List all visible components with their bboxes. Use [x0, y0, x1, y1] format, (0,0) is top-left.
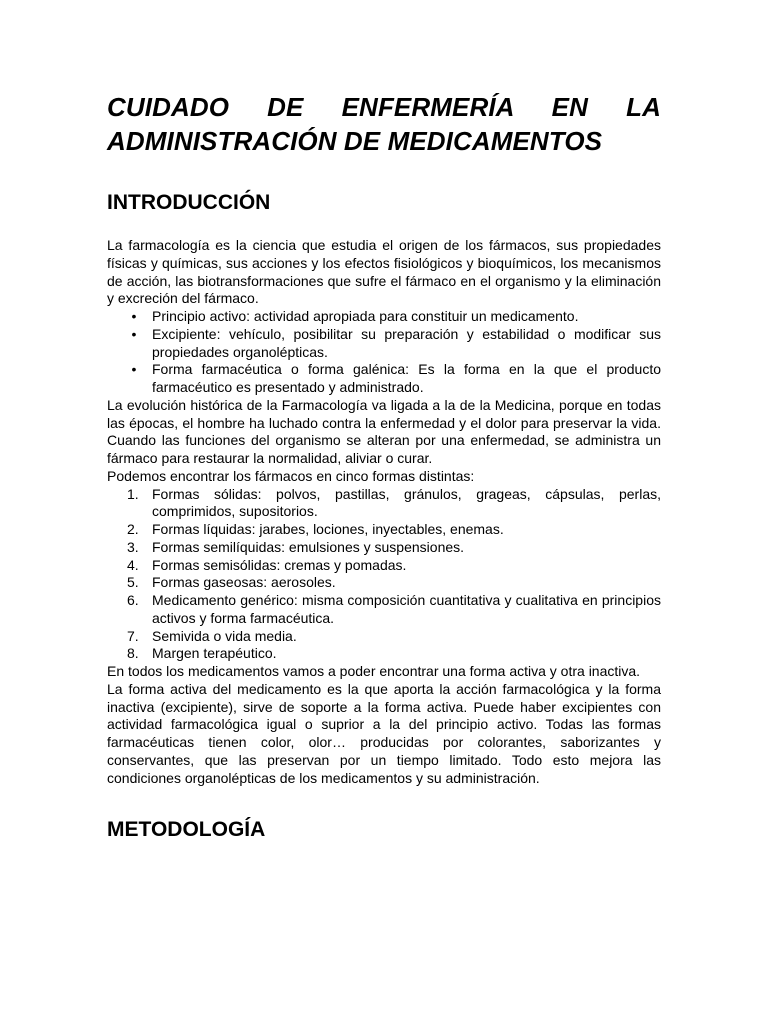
list-number: 1.	[127, 485, 139, 502]
document-title: CUIDADO DE ENFERMERÍA EN LA ADMINISTRACIÓN DE MEDICAMENTOS	[107, 92, 661, 156]
list-item-text: Formas semilíquidas: emulsiones y suspensiones.	[152, 538, 465, 555]
list-item	[107, 645, 661, 663]
bullet-icon: •	[131, 325, 137, 342]
list-item-text: Margen terapéutico.	[152, 645, 277, 662]
list-item-text: Principio activo: actividad apropiada para constituir un medicamento.	[152, 308, 579, 324]
list-number: 8.	[127, 645, 139, 662]
list-item	[107, 361, 661, 397]
active-form-paragraph: La forma activa del medicamento es la que aporta la acción farmacológica y la forma inactiva (excipiente), sirve de soporte a la forma activa. Puede haber excipientes con actividad farmacológica igual o suprior a la del principio activo. Todas las formas farmacéuticas tienen color, olor… producidas por colorantes, saborizantes y conservantes, que las preservan por un tiempo limitado. Todo esto mejora las condiciones organolépticas de los medicamentos y su administración.	[107, 680, 661, 786]
list-item	[107, 521, 661, 539]
list-number: 3.	[127, 538, 139, 555]
list-item-text: Formas gaseosas: aerosoles.	[152, 574, 336, 591]
list-item	[107, 486, 661, 522]
numbered-list	[107, 486, 661, 664]
list-item	[107, 308, 661, 326]
list-item	[107, 574, 661, 592]
section-heading-introduccion: INTRODUCCIÓN	[107, 191, 271, 214]
list-number: 5.	[127, 574, 139, 591]
list-item	[107, 539, 661, 557]
list-item	[107, 557, 661, 575]
section-heading-metodologia: METODOLOGÍA	[107, 818, 266, 842]
bullet-icon: •	[131, 361, 137, 378]
list-item	[107, 326, 661, 362]
list-number: 2.	[127, 521, 139, 537]
document-page	[107, 90, 661, 843]
forms-intro-paragraph: Podemos encontrar los fármacos en cinco formas distintas:	[107, 467, 475, 484]
intro-paragraph: La farmacología es la ciencia que estudia el origen de los fármacos, sus propiedades físicas y químicas, sus acciones y los efectos fisiológicos y bioquímicos, los mecanismos de acción, las biotransformaciones que sufre el fármaco en el organismo y la eliminación y excreción del fármaco.	[107, 237, 661, 307]
active-inactive-paragraph: En todos los medicamentos vamos a poder encontrar una forma activa y otra inactiva.	[107, 663, 641, 679]
list-item-text: Formas semisólidas: cremas y pomadas.	[152, 556, 407, 573]
list-item-text: Semivida o vida media.	[152, 627, 297, 644]
list-item-text: Excipiente: vehículo, posibilitar su preparación y estabilidad o modificar sus propiedades organolépticas.	[152, 325, 661, 360]
list-item	[107, 628, 661, 646]
history-paragraph: La evolución histórica de la Farmacología va ligada a la de la Medicina, porque en todas las épocas, el hombre ha luchado contra la enfermedad y el dolor para preservar la vida. Cuando las funciones del organismo se alteran por una enfermedad, se administra un fármaco para restaurar la normalidad, aliviar o curar.	[107, 396, 661, 466]
list-item-text: Formas sólidas: polvos, pastillas, gránulos, grageas, cápsulas, perlas, comprimidos, supositorios.	[152, 485, 661, 520]
list-item-text: Formas líquidas: jarabes, lociones, inyectables, enemas.	[152, 521, 504, 537]
list-number: 7.	[127, 627, 139, 644]
list-item-text: Medicamento genérico: misma composición cuantitativa y cualitativa en principios activos y forma farmacéutica.	[152, 592, 661, 626]
list-number: 4.	[127, 556, 139, 573]
list-item	[107, 592, 661, 628]
list-number: 6.	[127, 592, 139, 608]
list-item-text: Forma farmacéutica o forma galénica: Es la forma en la que el producto farmacéutico es presentado y administrado.	[152, 361, 661, 395]
bullet-icon: •	[131, 308, 137, 324]
bullet-list	[107, 308, 661, 397]
